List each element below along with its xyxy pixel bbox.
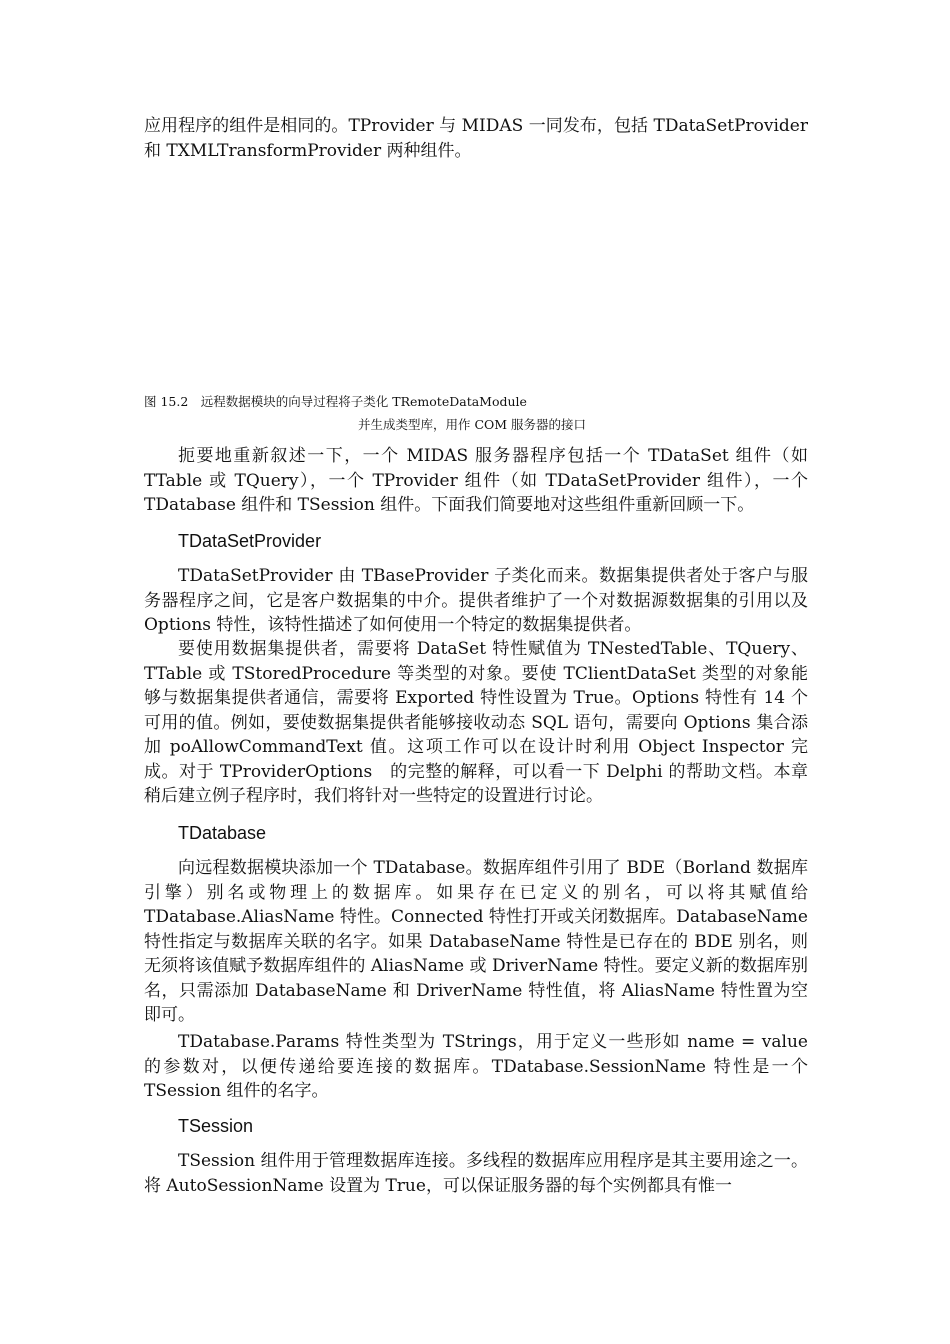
figure-placeholder	[144, 175, 808, 380]
figure-caption-line1: 图 15.2 远程数据模块的向导过程将子类化 TRemoteDataModule	[144, 394, 527, 409]
section-heading-tdatasetprovider: TDataSetProvider	[178, 531, 322, 551]
database-paragraph-2: TDatabase.Params 特性类型为 TStrings，用于定义一些形如 name = value 的参数对，以便传递给要连接的数据库。TDatabase.SessionName 特性是一个 TSession 组件的名字。	[144, 1032, 808, 1101]
intro-paragraph: 应用程序的组件是相同的。TProvider 与 MIDAS 一同发布，包括 TDataSetProvider 和 TXMLTransformProvider 两种组件。	[144, 116, 808, 161]
section-heading-tdatabase: TDatabase	[178, 823, 267, 843]
provider-paragraph-2: 要使用数据集提供者，需要将 DataSet 特性赋值为 TNestedTable、TQuery、TTable 或 TStoredProcedure 等类型的对象。要使 TClientDataSet 类型的对象能够与数据集提供者通信，需要将 Exported 特性设置为 True。Options 特性有 14 个可用的值。例如，要使数据集提供者能够接收动态 SQL 语句，需要向 Options 集合添加 poAllowCommandText 值。这项工作可以在设计时利用 Object Inspector 完成。对于 TProviderOptions 的完整的解释，可以看一下 Delphi 的帮助文档。本章稍后建立例子程序时，我们将针对一些特定的设置进行讨论。	[144, 639, 808, 806]
database-paragraph-1: 向远程数据模块添加一个 TDatabase。数据库组件引用了 BDE（Borland 数据库引擎）别名或物理上的数据库。如果存在已定义的别名，可以将其赋值给 TDatabase.AliasName 特性。Connected 特性打开或关闭数据库。DatabaseName 特性指定与数据库关联的名字。如果 DatabaseName 特性是已存在的 BDE 别名，则无须将该值赋予数据库组件的 AliasName 或 DriverName 特性。要定义新的数据库别名，只需添加 DatabaseName 和 DriverName 特性值，将 AliasName 特性置为空即可。	[144, 858, 808, 1025]
summary-paragraph: 扼要地重新叙述一下，一个 MIDAS 服务器程序包括一个 TDataSet 组件（如 TTable 或 TQuery），一个 TProvider 组件（如 TDataSetProvider 组件），一个 TDatabase 组件和 TSession 组件。下面我们简要地对这些组件重新回顾一下。	[144, 446, 808, 515]
provider-paragraph-1: TDataSetProvider 由 TBaseProvider 子类化而来。数据集提供者处于客户与服务器程序之间，它是客户数据集的中介。提供者维护了一个对数据源数据集的引用以及 Options 特性，该特性描述了如何使用一个特定的数据集提供者。	[144, 566, 808, 635]
session-paragraph-1: TSession 组件用于管理数据库连接。多线程的数据库应用程序是其主要用途之一。将 AutoSessionName 设置为 True，可以保证服务器的每个实例都具有惟一	[144, 1151, 808, 1196]
section-heading-tsession: TSession	[178, 1116, 254, 1136]
figure-caption-line2: 并生成类型库，用作 COM 服务器的接口	[358, 417, 587, 432]
